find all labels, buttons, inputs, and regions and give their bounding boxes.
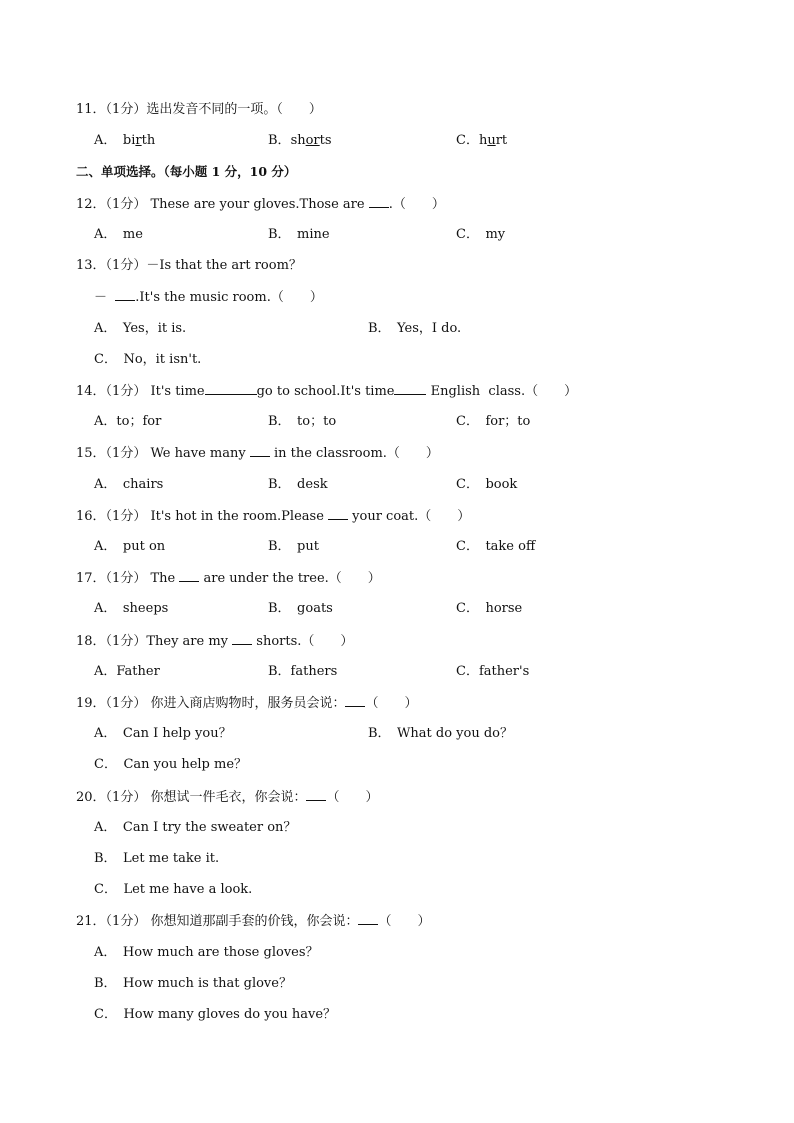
answer-blank <box>394 381 426 395</box>
q17-option-b: B． goats <box>268 601 333 616</box>
q19-option-a: A． Can I help you？ <box>94 726 232 741</box>
answer-blank <box>205 381 257 395</box>
q12-option-a: A． me <box>94 227 143 242</box>
answer-blank <box>306 787 326 801</box>
q13-reply: － .It's the music room.（ ） <box>94 287 323 307</box>
q14-option-c: C． for；to <box>456 414 531 429</box>
q19-option-c: C． Can you help me？ <box>94 757 248 772</box>
q14-stem: 14．（1分） It's time go to school.It's time English class.（ ） <box>76 381 577 401</box>
answer-blank <box>115 287 135 301</box>
q20-option-a: A． Can I try the sweater on？ <box>94 820 297 835</box>
q16-option-c: C． take off <box>456 539 536 554</box>
q11-option-a: A． birth <box>94 133 156 148</box>
q14-option-a: A．to；for <box>94 414 162 429</box>
q14-option-b: B． to；to <box>268 414 337 429</box>
answer-blank <box>345 693 365 707</box>
q13-option-a: A． Yes，it is. <box>94 321 187 336</box>
q18-option-b: B．fathers <box>268 664 338 679</box>
q12-stem: 12．（1分） These are your gloves.Those are .（ ） <box>76 194 445 214</box>
answer-blank <box>358 911 378 925</box>
q21-option-a: A． How much are those gloves？ <box>94 945 319 960</box>
q18-stem: 18．（1分）They are my shorts.（ ） <box>76 631 353 651</box>
q17-option-c: C． horse <box>456 601 523 616</box>
q21-option-c: C． How many gloves do you have？ <box>94 1007 337 1022</box>
q15-option-c: C． book <box>456 477 518 492</box>
q17-option-a: A． sheeps <box>94 601 169 616</box>
q17-stem: 17．（1分） The are under the tree.（ ） <box>76 568 381 588</box>
section-title: 二、单项选择。（每小题 1 分，10 分） <box>76 164 297 179</box>
answer-blank <box>328 506 348 520</box>
q15-stem: 15．（1分） We have many in the classroom.（ ） <box>76 443 439 463</box>
q15-option-b: B． desk <box>268 477 328 492</box>
q16-stem: 16．（1分） It's hot in the room.Please your coat.（ ） <box>76 506 470 526</box>
q11-option-c: C．hurt <box>456 133 508 148</box>
q18-option-c: C．father's <box>456 664 530 679</box>
answer-blank <box>179 568 199 582</box>
q16-option-b: B． put <box>268 539 319 554</box>
q20-option-b: B． Let me take it. <box>94 851 220 866</box>
q18-option-a: A．Father <box>94 664 160 679</box>
q20-option-c: C． Let me have a look. <box>94 882 253 897</box>
q21-stem: 21．（1分） 你想知道那副手套的价钱，你会说： （ ） <box>76 911 431 931</box>
answer-blank <box>232 631 252 645</box>
q21-option-b: B． How much is that glove？ <box>94 976 292 991</box>
q11-stem: 11．（1分）选出发音不同的一项。（ ） <box>76 102 322 117</box>
q20-stem: 20．（1分） 你想试一件毛衣，你会说： （ ） <box>76 787 379 807</box>
q12-option-b: B． mine <box>268 227 330 242</box>
q15-option-a: A． chairs <box>94 477 164 492</box>
q19-option-b: B． What do you do？ <box>368 726 513 741</box>
q19-stem: 19．（1分） 你进入商店购物时，服务员会说： （ ） <box>76 693 418 713</box>
q13-option-c: C． No，it isn't. <box>94 352 202 367</box>
q16-option-a: A． put on <box>94 539 166 554</box>
q11-option-b: B．shorts <box>268 133 332 148</box>
q13-option-b: B． Yes，I do. <box>368 321 462 336</box>
q12-option-c: C． my <box>456 227 506 242</box>
answer-blank <box>250 443 270 457</box>
answer-blank <box>369 194 389 208</box>
q13-stem: 13．（1分）－Is that the art room？ <box>76 258 302 273</box>
